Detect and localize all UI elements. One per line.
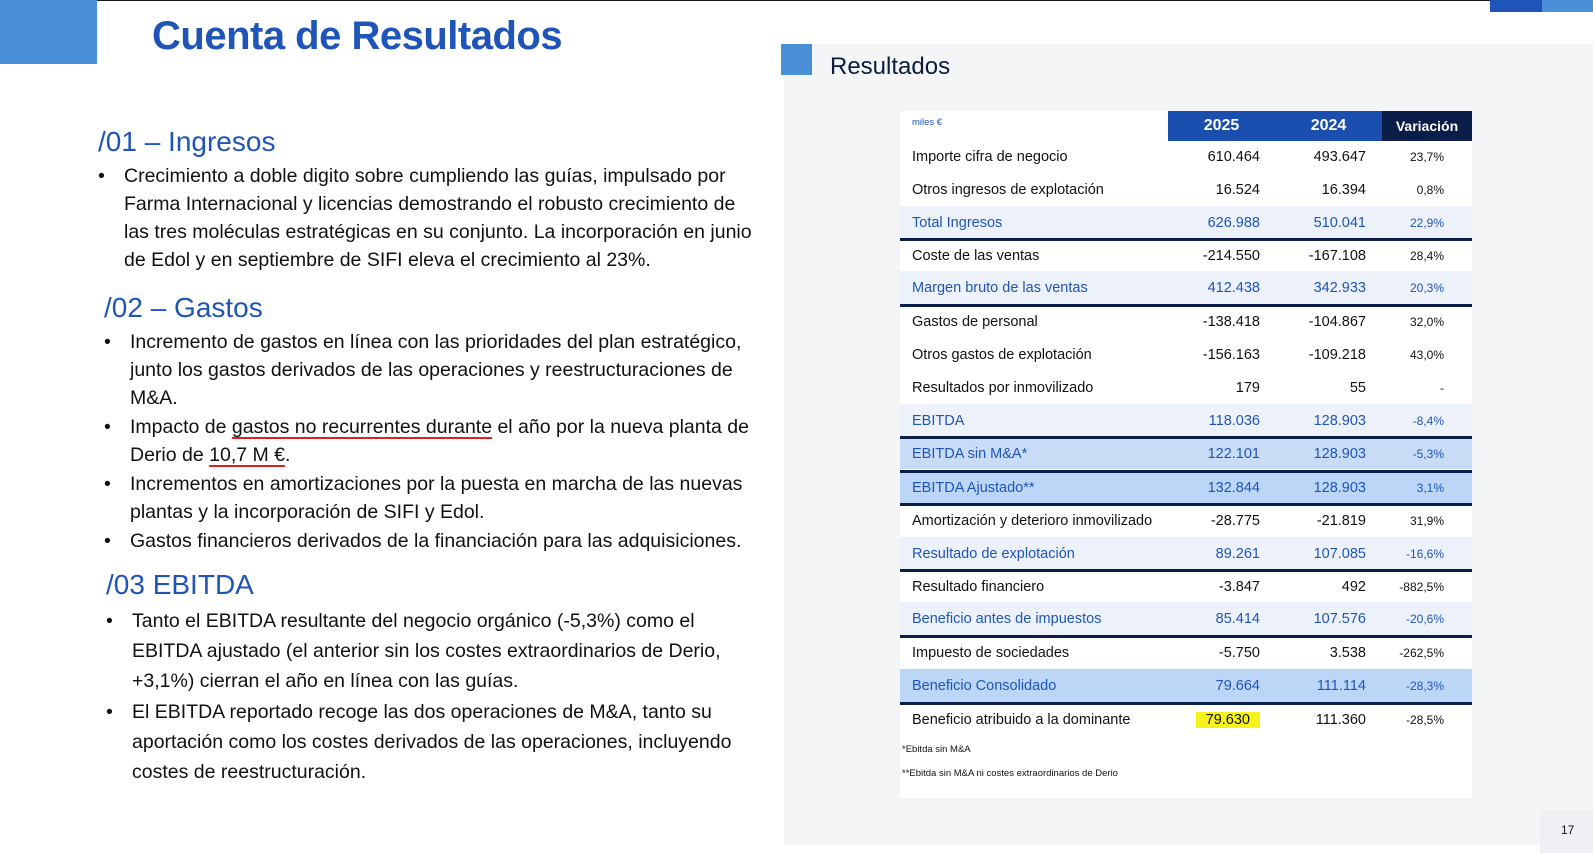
value-2025 [1196, 712, 1260, 728]
bullet-text: el año por la nueva planta de Derio de [130, 416, 749, 466]
table-row-highlight [900, 669, 1472, 702]
ingresos-bullet-list [97, 162, 752, 275]
row-label: Coste de las ventas [912, 248, 1040, 264]
value-variacion: 28,4% [1409, 249, 1444, 263]
table-row [900, 569, 1472, 602]
table-row-total [900, 206, 1472, 239]
row-label: EBITDA sin M&A* [912, 446, 1028, 462]
ebitda-bullet-list [105, 606, 765, 788]
row-label: Total Ingresos [912, 214, 1003, 231]
row-label: Beneficio Consolidado [912, 677, 1057, 694]
value-variacion: -262,5% [1399, 646, 1444, 660]
value-2024: 493.647 [1313, 148, 1366, 165]
results-title: Resultados [830, 53, 951, 80]
value-variacion: -20,6% [1405, 611, 1444, 626]
table-header-row [900, 111, 1472, 141]
value-2025: 79.664 [1215, 677, 1260, 694]
value-2025: 122.101 [1207, 446, 1260, 462]
row-label: Beneficio atribuido a la dominante [912, 712, 1131, 728]
value-2024: -167.108 [1308, 248, 1366, 264]
value-2025: 610.464 [1207, 148, 1260, 165]
value-2025: 132.844 [1207, 480, 1260, 496]
value-2024: 111.114 [1316, 677, 1366, 694]
gastos-bullet: • Incrementos en amortizaciones por la puesta en marcha de las nuevas plantas y la incorporación de SIFI y Edol. [103, 470, 758, 526]
row-label: Beneficio antes de impuestos [912, 610, 1102, 627]
red-underline-annotation: gastos no recurrentes durante [231, 416, 493, 438]
table-row [900, 304, 1472, 337]
value-2024: 128.903 [1313, 480, 1366, 496]
value-variacion: 3,1% [1416, 481, 1444, 495]
value-2024: 16.394 [1321, 181, 1366, 198]
footnote: *Ebitda sin M&A [902, 744, 971, 755]
table-row-highlight [900, 436, 1472, 469]
value-variacion: -882,5% [1399, 580, 1444, 594]
value-variacion: 32,0% [1409, 315, 1444, 329]
value-2025: 16.524 [1215, 181, 1260, 198]
value-variacion: -5,3% [1412, 447, 1444, 461]
page-number: 17 [1561, 823, 1575, 837]
row-label: Otros gastos de explotación [912, 346, 1092, 363]
red-underline-annotation: 10,7 M € [209, 444, 286, 466]
footnote: **Ebitda sin M&A ni costes extraordinarios de Derio [902, 768, 1118, 779]
value-2024: -21.819 [1316, 513, 1366, 529]
bullet-text: Impacto de [130, 416, 232, 438]
value-2024: 128.903 [1313, 412, 1366, 429]
value-2025: -28.775 [1210, 513, 1260, 529]
top-right-accent-dark [1490, 0, 1542, 12]
value-2024: 510.041 [1313, 214, 1366, 231]
row-label: Impuesto de sociedades [912, 645, 1070, 661]
row-label: EBITDA [912, 412, 965, 429]
value-variacion: 23,7% [1409, 149, 1444, 164]
table-row [900, 503, 1472, 536]
gastos-bullet: • Gastos financieros derivados de la financiación para las adquisiciones. [103, 527, 758, 555]
gastos-bullet-list [103, 328, 758, 556]
value-2025: 179 [1235, 379, 1260, 396]
unit-label: miles € [912, 117, 943, 128]
value-2024: 128.903 [1313, 446, 1366, 462]
value-variacion: -8,4% [1412, 413, 1444, 428]
column-header-2024: 2024 [1275, 111, 1382, 141]
top-right-accent-light [1542, 0, 1593, 12]
value-2025: -5.750 [1218, 645, 1260, 661]
row-label: Importe cifra de negocio [912, 148, 1068, 165]
value-2025: -214.550 [1202, 248, 1260, 264]
row-label: Otros ingresos de explotación [912, 181, 1104, 198]
value-variacion: - [1440, 380, 1444, 395]
value-variacion: -28,5% [1405, 713, 1444, 727]
column-header-2025: 2025 [1168, 111, 1275, 141]
corner-accent-block [0, 0, 97, 64]
value-2024: 55 [1349, 379, 1366, 396]
top-rule [0, 0, 1593, 1]
table-row [900, 635, 1472, 668]
bullet-text: . [285, 444, 291, 466]
table-row-total [900, 271, 1472, 304]
value-2024: -109.218 [1308, 346, 1366, 363]
value-variacion: -28,3% [1405, 678, 1444, 693]
value-2025: -156.163 [1202, 346, 1260, 363]
gastos-bullet-impacto [103, 413, 758, 469]
value-variacion: 22,9% [1409, 215, 1444, 230]
section-heading-ebitda: /03 EBITDA [106, 569, 254, 600]
value-2025: -138.418 [1202, 314, 1260, 330]
value-variacion: -16,6% [1405, 546, 1444, 561]
row-label: Resultados por inmovilizado [912, 379, 1094, 396]
row-label: Gastos de personal [912, 314, 1038, 330]
table-row [900, 338, 1472, 371]
table-row-total [900, 602, 1472, 635]
row-label: Amortización y deterioro inmovilizado [912, 513, 1153, 529]
section-heading-gastos: /02 – Gastos [104, 292, 263, 323]
value-2025: 412.438 [1207, 279, 1260, 296]
table-row [900, 173, 1472, 206]
results-table [900, 111, 1472, 798]
value-2024: 107.085 [1313, 545, 1366, 562]
value-2024: 3.538 [1329, 645, 1366, 661]
value-variacion: 43,0% [1409, 347, 1444, 362]
value-2025: 85.414 [1215, 610, 1260, 627]
row-label: Resultado financiero [912, 579, 1045, 595]
row-label: Margen bruto de las ventas [912, 279, 1088, 296]
value-2024: -104.867 [1308, 314, 1366, 330]
table-row [900, 238, 1472, 271]
value-variacion: 31,9% [1409, 514, 1444, 528]
ebitda-bullet: • El EBITDA reportado recoge las dos operaciones de M&A, tanto su aportación como los costes derivados de las operaciones, incluyendo costes de reestructuración. [105, 697, 765, 787]
table-row-total [900, 537, 1472, 570]
value-2024: 342.933 [1313, 279, 1366, 296]
table-row-highlight [900, 470, 1472, 503]
section-heading-ingresos: /01 – Ingresos [98, 126, 276, 157]
page-title: Cuenta de Resultados [152, 14, 563, 58]
value-variacion: 20,3% [1409, 280, 1444, 295]
table-row [900, 702, 1472, 735]
row-label: Resultado de explotación [912, 545, 1075, 562]
yellow-highlight: 79.630 [1196, 712, 1260, 728]
value-2024: 111.360 [1315, 712, 1366, 728]
column-header-variacion: Variación [1382, 111, 1472, 141]
table-row [900, 140, 1472, 173]
value-2025: 626.988 [1207, 214, 1260, 231]
value-variacion: 0,8% [1416, 182, 1444, 197]
table-row-total [900, 404, 1472, 437]
value-2025: 89.261 [1215, 545, 1260, 562]
ebitda-bullet: • Tanto el EBITDA resultante del negocio orgánico (-5,3%) como el EBITDA ajustado (el anterior sin los costes extraordinarios de Derio, +3,1%) cierran el año en línea con las guías. [105, 606, 765, 696]
gastos-bullet: • Incremento de gastos en línea con las prioridades del plan estratégico, junto los gastos derivados de las operaciones y reestructuraciones de M&A. [103, 328, 758, 412]
row-label: EBITDA Ajustado** [912, 480, 1035, 496]
value-2024: 107.576 [1313, 610, 1366, 627]
ingresos-bullet: • Crecimiento a doble digito sobre cumpliendo las guías, impulsado por Farma Internacional y licencias demostrando el robusto crecimiento de las tres moléculas estratégicas en su conjunto. La incorporación en junio de Edol y en septiembre de SIFI eleva el crecimiento al 23%. [97, 162, 752, 274]
panel-accent-square [781, 44, 812, 75]
value-2025: 118.036 [1208, 412, 1260, 429]
value-2024: 492 [1341, 579, 1366, 595]
table-row [900, 371, 1472, 404]
value-2025: -3.847 [1218, 579, 1260, 595]
